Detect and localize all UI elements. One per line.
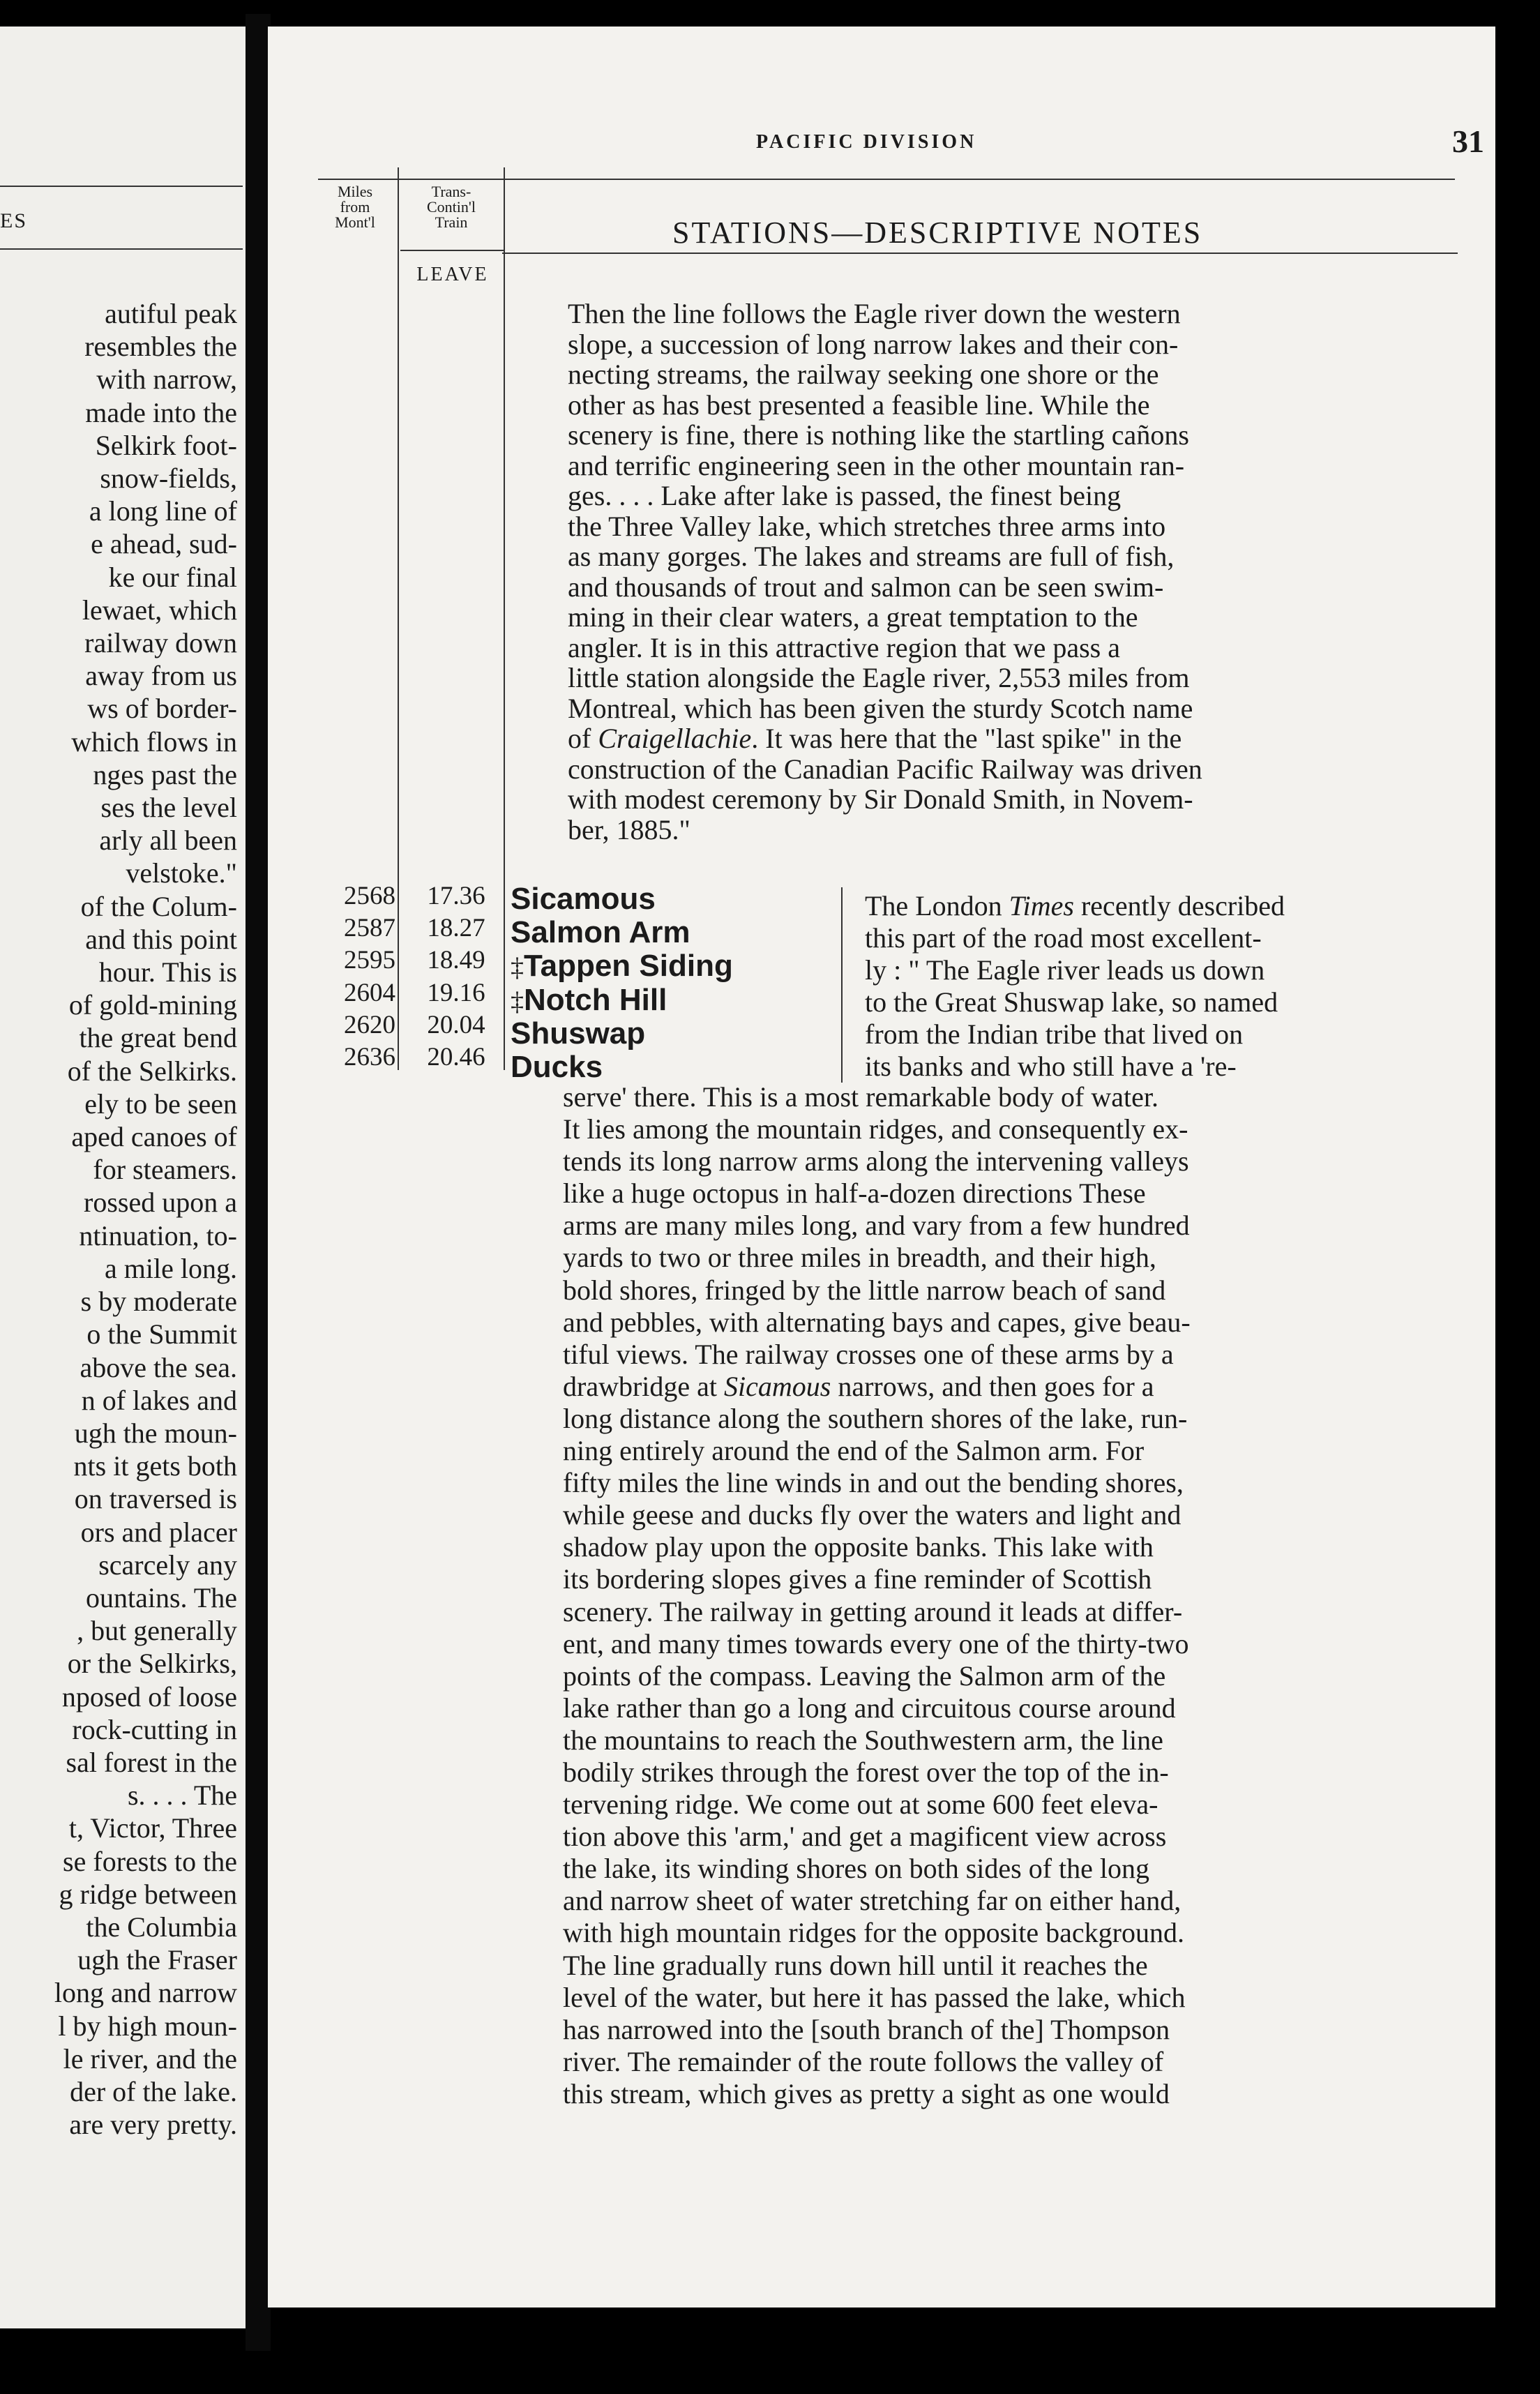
- paragraph-line: while geese and ducks fly over the waters and light and: [563, 1499, 1182, 1531]
- left-page-text-line: away from us: [85, 660, 237, 692]
- paragraph-line: this stream, which gives as pretty a sight as one would: [563, 2077, 1170, 2109]
- left-page-text: [0, 297, 237, 2141]
- paragraph-line: other as has best presented a feasible line. While the: [568, 389, 1150, 421]
- left-page-text-line: nts it gets both: [73, 1450, 237, 1482]
- paragraph-line: the lake, its winding shores on both sides of the long: [563, 1853, 1150, 1885]
- train-header-line: Trans-: [431, 183, 471, 200]
- station-name: Shuswap: [511, 1016, 646, 1051]
- side-description-line: ly : " The Eagle river leads us down: [865, 954, 1265, 986]
- side-description-line: to the Great Shuswap lake, so named: [865, 986, 1278, 1018]
- left-page-text-line: s by moderate: [80, 1286, 237, 1318]
- left-page-text-line: g ridge between: [59, 1878, 237, 1910]
- left-page-text-line: sal forest in the: [66, 1746, 237, 1778]
- station-miles: 2595: [344, 946, 395, 975]
- paragraph-line: and thousands of trout and salmon can be seen swim-: [568, 571, 1164, 603]
- left-page-text-line: n of lakes and: [81, 1384, 237, 1416]
- running-title: PACIFIC DIVISION: [756, 131, 977, 153]
- station-row: [511, 883, 733, 917]
- left-page-text-line: are very pretty.: [69, 2109, 237, 2141]
- left-page-text-line: ors and placer: [80, 1516, 237, 1548]
- paragraph-line: points of the compass. Leaving the Salmon arm of the: [563, 1659, 1166, 1692]
- leave-rule: [400, 250, 505, 251]
- left-page-text-line: which flows in: [71, 725, 237, 758]
- paragraph-line: shadow play upon the opposite banks. This lake with: [563, 1531, 1154, 1563]
- paragraph-line: arms are many miles long, and vary from a few hundred: [563, 1210, 1190, 1242]
- paragraph-line: tion above this 'arm,' and get a magificent view across: [563, 1821, 1167, 1853]
- left-page-text-line: above the sea.: [80, 1351, 237, 1383]
- descriptive-paragraph-2: [563, 1081, 1540, 2110]
- left-page-text-line: e ahead, sud-: [91, 528, 237, 560]
- train-header-line: Contin'l: [427, 198, 476, 216]
- left-page-text-line: velstoke.": [126, 857, 237, 889]
- paragraph-line: with modest ceremony by Sir Donald Smith, in Novem-: [568, 783, 1193, 815]
- station-row: [511, 1051, 733, 1085]
- train-column-header: [402, 184, 501, 230]
- station-time: 18.49: [427, 946, 485, 975]
- left-page-text-line: ountains. The: [85, 1581, 237, 1613]
- left-page-text-line: ws of border-: [87, 693, 237, 725]
- station-miles-list: [308, 880, 395, 1074]
- paragraph-line: bodily strikes through the forest over the top of the in-: [563, 1756, 1169, 1788]
- paragraph-line: level of the water, but here it has passed the lake, which: [563, 1981, 1186, 2013]
- paragraph-line: It lies among the mountain ridges, and consequently ex-: [563, 1113, 1188, 1145]
- side-description-line: this part of the road most excellent-: [865, 922, 1262, 954]
- left-page-text-line: le river, and the: [63, 2042, 237, 2075]
- top-rule: [318, 179, 1455, 180]
- station-miles: 2587: [344, 914, 395, 943]
- left-page-text-line: scarcely any: [98, 1549, 237, 1581]
- left-page-text-line: aped canoes of: [71, 1121, 237, 1153]
- left-page-text-line: resembles the: [84, 331, 237, 363]
- paragraph-line: tiful views. The railway crosses one of these arms by a: [563, 1338, 1174, 1370]
- left-page-text-line: o the Summit: [86, 1318, 237, 1350]
- station-name-list: [511, 883, 733, 1085]
- left-page-text-line: on traversed is: [74, 1483, 237, 1515]
- left-page-text-line: of the Colum-: [80, 890, 237, 922]
- paragraph-line: the Three Valley lake, which stretches three arms into: [568, 510, 1166, 542]
- left-page-text-line: autiful peak: [105, 298, 237, 329]
- left-page-text-line: a long line of: [89, 495, 237, 527]
- page-number: 31: [1452, 123, 1484, 159]
- left-page-text-line: the great bend: [79, 1022, 237, 1054]
- paragraph-line: and pebbles, with alternating bays and capes, give beau-: [563, 1306, 1191, 1338]
- paragraph-line: slope, a succession of long narrow lakes and their con-: [568, 328, 1179, 360]
- station-miles: 2636: [344, 1043, 395, 1072]
- flag-stop-mark: ‡: [511, 953, 524, 983]
- left-page-text-line: of the Selkirks.: [67, 1055, 237, 1087]
- left-page-text-line: nposed of loose: [61, 1680, 237, 1712]
- left-page-text-line: ke our final: [108, 561, 237, 593]
- left-page-text-line: Selkirk foot-: [95, 429, 237, 461]
- paragraph-line: and narrow sheet of water stretching far on either hand,: [563, 1885, 1182, 1917]
- left-page-text-line: ugh the Fraser: [77, 1944, 237, 1976]
- paragraph-line: ming in their clear waters, a great temptation to the: [568, 601, 1138, 633]
- miles-header-line: from: [340, 198, 370, 216]
- station-time: 20.46: [427, 1043, 485, 1072]
- side-description-line: The London Times recently described: [865, 890, 1285, 921]
- left-page-text-line: t, Victor, Three: [68, 1812, 237, 1844]
- paragraph-line: the mountains to reach the Southwestern arm, the line: [563, 1724, 1163, 1756]
- station-name: Ducks: [511, 1050, 603, 1085]
- left-page-top-rule: [0, 186, 243, 187]
- paragraph-line: like a huge octopus in half-a-dozen directions These: [563, 1177, 1146, 1210]
- paragraph-line: ent, and many times towards every one of the thirty-two: [563, 1627, 1189, 1659]
- right-page: [268, 27, 1495, 2308]
- paragraph-line: its bordering slopes gives a fine reminder of Scottish: [563, 1563, 1152, 1595]
- paragraph-line: construction of the Canadian Pacific Railway was driven: [568, 753, 1202, 785]
- paragraph-line: as many gorges. The lakes and streams are full of fish,: [568, 541, 1175, 572]
- left-page-text-line: a mile long.: [105, 1252, 237, 1284]
- station-time: 20.04: [427, 1010, 485, 1039]
- book-gutter: [246, 14, 271, 2351]
- left-page-text-line: ses the level: [100, 792, 237, 824]
- station-desc-divider: [841, 887, 843, 1083]
- miles-header-line: Mont'l: [335, 213, 375, 231]
- station-name: Tappen Siding: [524, 949, 733, 984]
- paragraph-line: lake rather than go a long and circuitous course around: [563, 1692, 1176, 1724]
- left-page-text-line: hour. This is: [98, 956, 237, 988]
- paragraph-line: necting streams, the railway seeking one shore or the: [568, 359, 1159, 390]
- leave-label: LEAVE: [416, 264, 489, 285]
- paragraph-line: The line gradually runs down hill until it reaches the: [563, 1949, 1148, 1981]
- paragraph-line: tervening ridge. We come out at some 600 feet eleva-: [563, 1789, 1158, 1821]
- left-page-text-line: ntinuation, to-: [79, 1219, 237, 1251]
- station-name: Notch Hill: [524, 982, 667, 1017]
- left-page-header: ES: [0, 209, 28, 232]
- station-name: Sicamous: [511, 882, 656, 916]
- paragraph-line: yards to two or three miles in breadth, and their high,: [563, 1242, 1156, 1274]
- station-miles: 2604: [344, 978, 395, 1007]
- paragraph-line: long distance along the southern shores of the lake, run-: [563, 1402, 1188, 1434]
- left-page-text-line: nges past the: [93, 758, 237, 790]
- left-page-header-rule: [0, 248, 243, 250]
- stations-title: STATIONS—DESCRIPTIVE NOTES: [672, 216, 1203, 250]
- left-page-text-line: ugh the moun-: [74, 1417, 237, 1449]
- station-row: [511, 984, 733, 1018]
- left-page-text-line: l by high moun-: [58, 2010, 237, 2042]
- paragraph-line: scenery. The railway in getting around it leads at differ-: [563, 1595, 1183, 1627]
- paragraph-line: little station alongside the Eagle river, 2,553 miles from: [568, 662, 1190, 693]
- station-row: [511, 950, 733, 984]
- paragraph-line: and terrific engineering seen in the other mountain ran-: [568, 449, 1185, 481]
- left-page-text-line: se forests to the: [63, 1845, 237, 1877]
- side-description-line: its banks and who still have a 're-: [865, 1051, 1237, 1082]
- miles-column-header: [317, 184, 393, 230]
- paragraph-line: Montreal, which has been given the sturdy Scotch name: [568, 692, 1193, 724]
- left-page-text-line: rock-cutting in: [72, 1713, 237, 1745]
- miles-header-line: Miles: [337, 183, 373, 200]
- station-row: [511, 917, 733, 950]
- paragraph-line: river. The remainder of the route follows the valley of: [563, 2045, 1164, 2077]
- paragraph-line: ber, 1885.": [568, 813, 690, 845]
- paragraph-line: scenery is fine, there is nothing like the startling cañons: [568, 419, 1189, 451]
- descriptive-paragraph-1: [568, 299, 1540, 845]
- left-page-text-line: of gold-mining: [68, 989, 237, 1021]
- left-page-text-line: der of the lake.: [70, 2075, 237, 2107]
- left-page-text-line: lewaet, which: [82, 594, 237, 626]
- left-page-text-line: , but generally: [77, 1615, 237, 1647]
- side-description-line: from the Indian tribe that lived on: [865, 1018, 1244, 1050]
- station-name: Salmon Arm: [511, 915, 690, 950]
- paragraph-line: drawbridge at Sicamous narrows, and then goes for a: [563, 1370, 1154, 1402]
- paragraph-line: has narrowed into the [south branch of the] Thompson: [563, 2013, 1170, 2045]
- left-page: [0, 27, 246, 2328]
- paragraph-line: tends its long narrow arms along the intervening valleys: [563, 1145, 1189, 1177]
- paragraph-line: with high mountain ridges for the opposite background.: [563, 1917, 1184, 1949]
- paragraph-line: fifty miles the line winds in and out the bending shores,: [563, 1467, 1184, 1499]
- left-page-text-line: for steamers.: [93, 1154, 237, 1186]
- left-page-text-line: with narrow,: [96, 363, 237, 396]
- left-page-text-line: long and narrow: [54, 1977, 237, 2009]
- left-page-text-line: the Columbia: [86, 1911, 237, 1943]
- left-page-text-line: or the Selkirks,: [67, 1648, 237, 1680]
- left-page-text-line: arly all been: [99, 825, 237, 857]
- station-miles: 2568: [344, 882, 395, 910]
- paragraph-line: serve' there. This is a most remarkable body of water.: [563, 1081, 1158, 1113]
- left-page-text-line: made into the: [85, 396, 237, 428]
- station-row: [511, 1018, 733, 1051]
- train-header-line: Train: [435, 213, 468, 231]
- stations-title-rule: [502, 253, 1458, 254]
- station-side-description: [865, 890, 1423, 1083]
- left-page-text-line: ely to be seen: [84, 1087, 237, 1120]
- station-time: 18.27: [427, 914, 485, 943]
- station-miles: 2620: [344, 1010, 395, 1039]
- station-time-list: [411, 880, 501, 1074]
- station-time: 17.36: [427, 882, 485, 910]
- left-page-text-line: snow-fields,: [100, 462, 237, 495]
- paragraph-line: of Craigellachie. It was here that the "last spike" in the: [568, 723, 1182, 754]
- column-divider-1: [398, 167, 399, 1070]
- paragraph-line: Then the line follows the Eagle river down the western: [568, 298, 1181, 329]
- column-divider-2: [504, 167, 505, 1070]
- paragraph-line: angler. It is in this attractive region that we pass a: [568, 631, 1120, 663]
- left-page-text-line: rossed upon a: [84, 1187, 237, 1219]
- left-page-text-line: railway down: [84, 627, 237, 659]
- paragraph-line: ges. . . . Lake after lake is passed, the finest being: [568, 480, 1122, 511]
- paragraph-line: bold shores, fringed by the little narrow beach of sand: [563, 1274, 1166, 1306]
- left-page-text-line: and this point: [85, 923, 237, 955]
- paragraph-line: ning entirely around the end of the Salmon arm. For: [563, 1435, 1145, 1467]
- left-page-text-line: s. . . . The: [127, 1779, 237, 1812]
- flag-stop-mark: ‡: [511, 986, 524, 1016]
- station-time: 19.16: [427, 978, 485, 1007]
